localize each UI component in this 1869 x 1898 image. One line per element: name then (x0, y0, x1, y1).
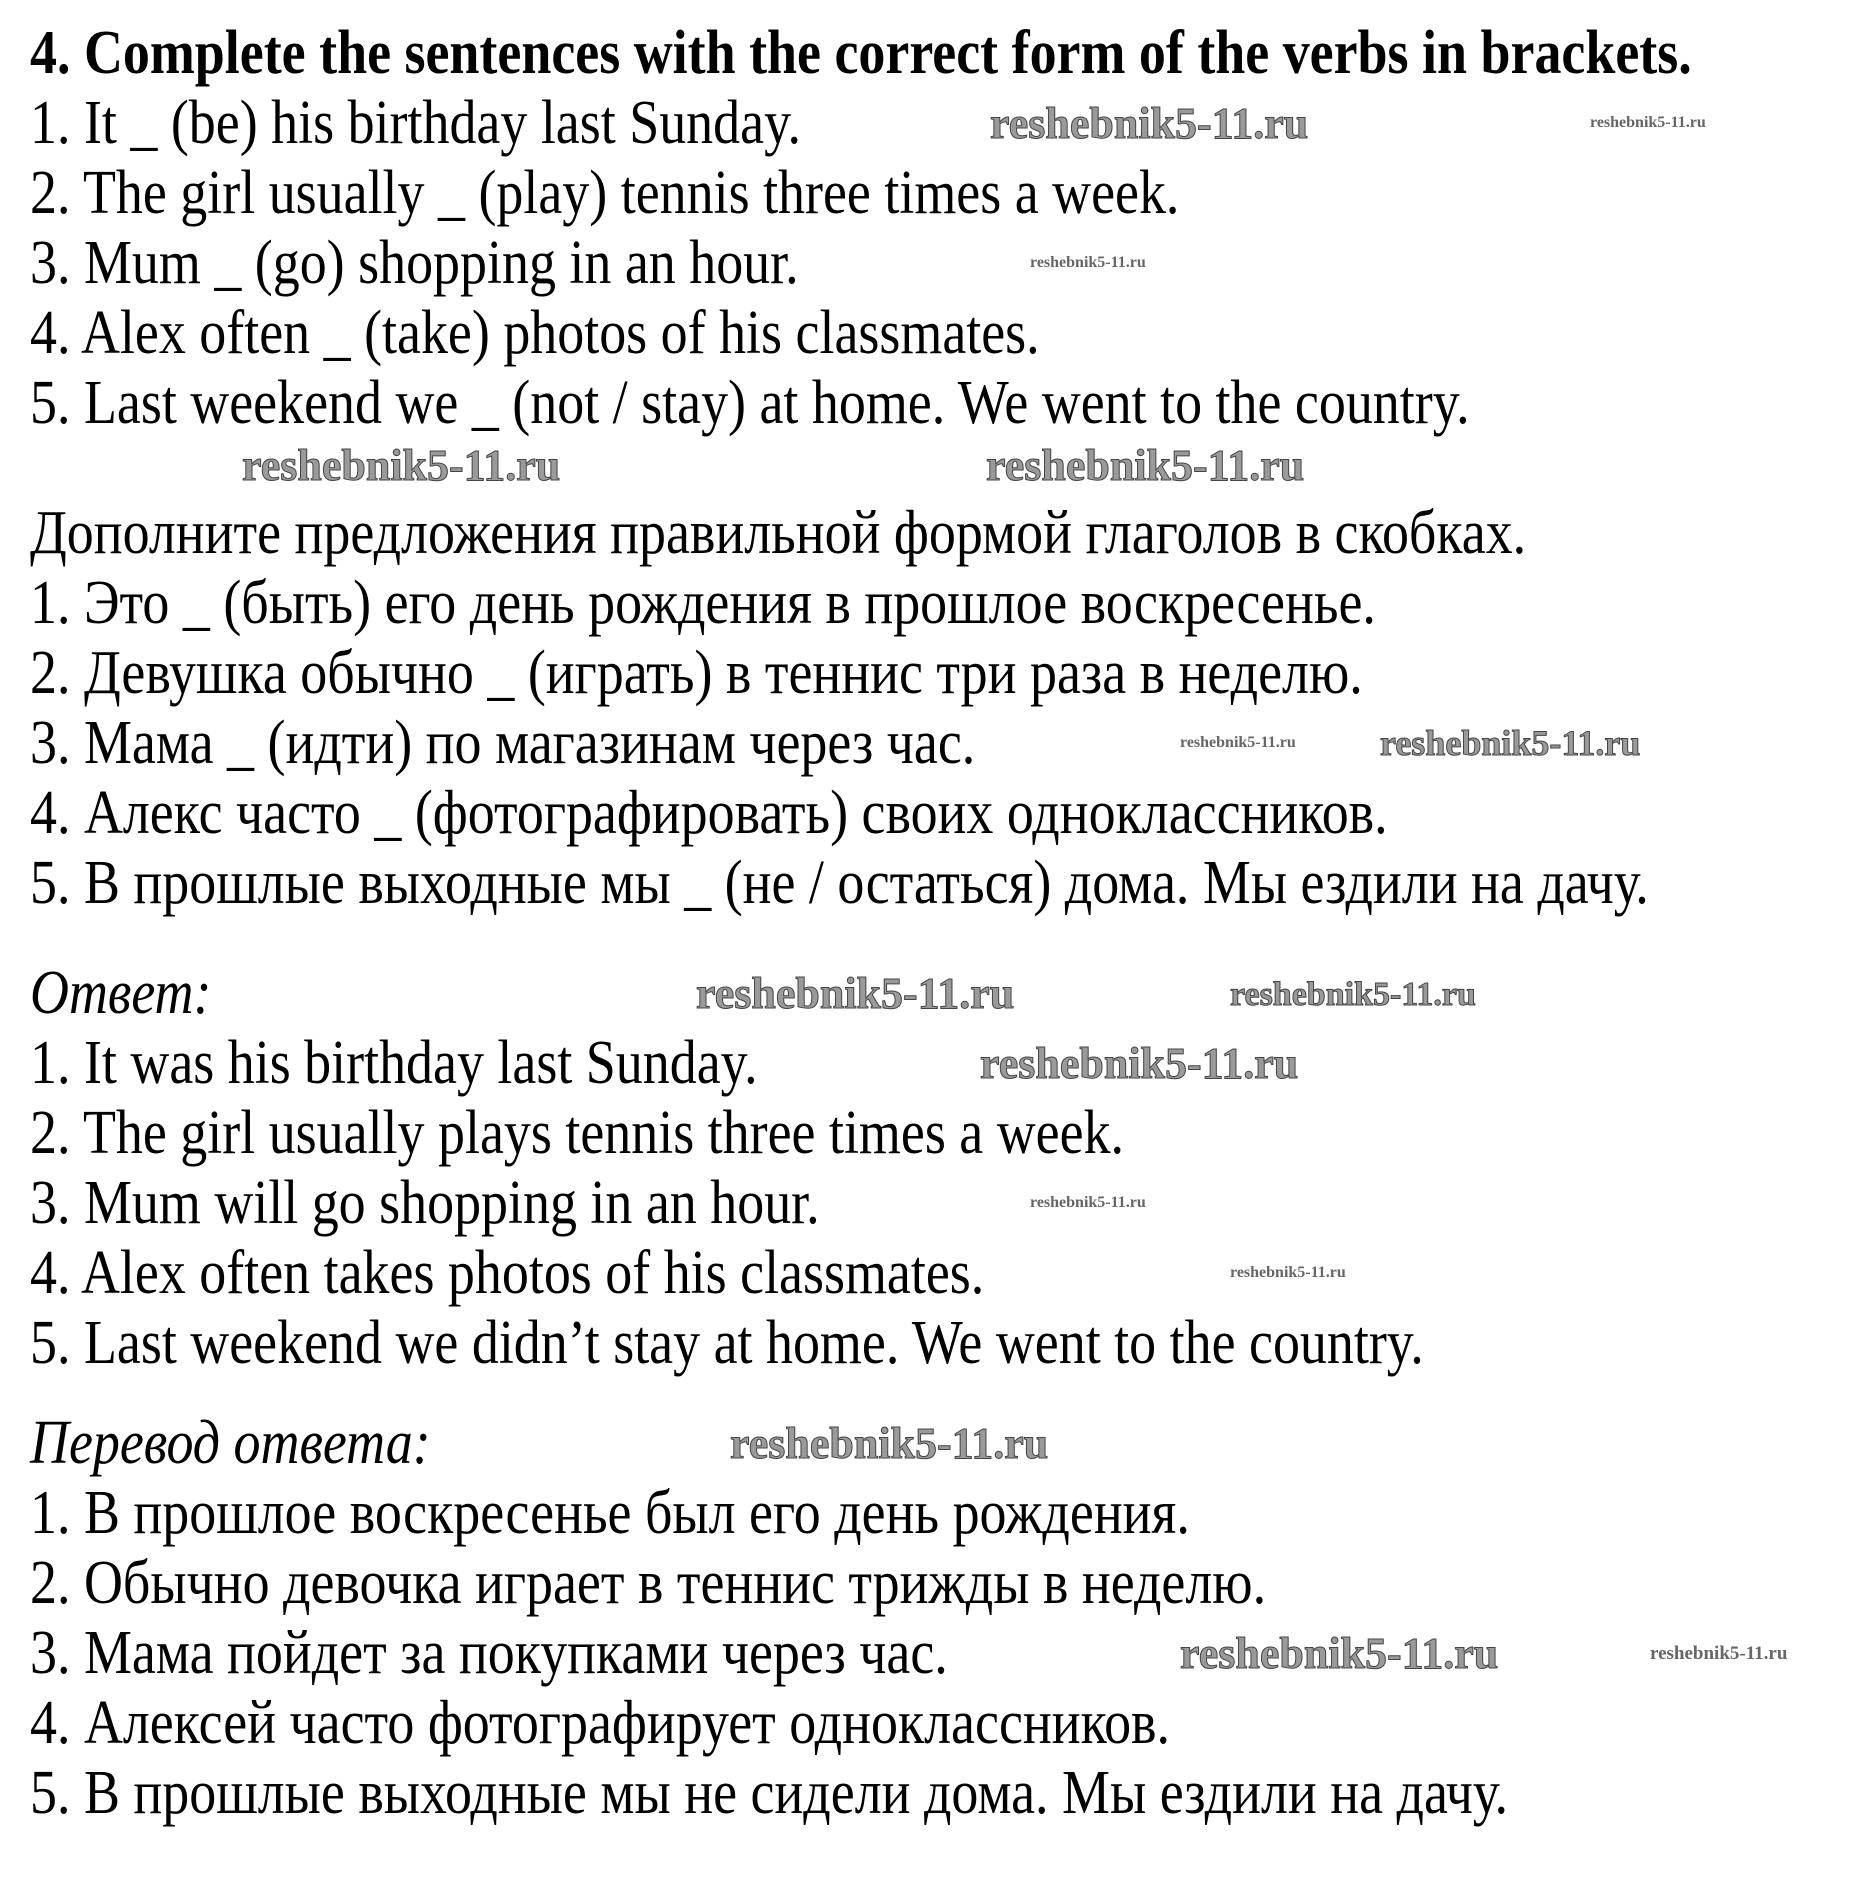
answer-translation-label-row (30, 1408, 1850, 1478)
watermark: reshebnik5-11.ru (1230, 976, 1476, 1013)
task-row (30, 88, 1850, 158)
answer-sentence: 2. The girl usually plays tennis three times a week. (30, 1099, 1125, 1167)
answer-label-row (30, 958, 1850, 1028)
answer-sentence: 5. Last weekend we didn’t stay at home. We went to the country. (30, 1309, 1424, 1377)
watermark: reshebnik5-11.ru (242, 441, 561, 490)
answer-translation-row (30, 1758, 1850, 1828)
watermark: reshebnik5-11.ru (990, 99, 1309, 148)
answer-translation-row (30, 1548, 1850, 1618)
translation-row (30, 778, 1850, 848)
translation-sentence: 3. Мама _ (идти) по магазинам через час. (30, 709, 976, 777)
answer-label: Ответ: (30, 959, 212, 1027)
translation-sentence: 2. Девушка обычно _ (играть) в теннис три раза в неделю. (30, 639, 1363, 707)
task-row (30, 298, 1850, 368)
task-row (30, 228, 1850, 298)
answer-translation-sentence: 5. В прошлые выходные мы не сидели дома. Мы ездили на дачу. (30, 1759, 1508, 1827)
watermark: reshebnik5-11.ru (1030, 1194, 1146, 1211)
answer-translation-row (30, 1478, 1850, 1548)
answer-row (30, 1308, 1850, 1378)
watermark: reshebnik5-11.ru (980, 1039, 1299, 1088)
document-page (30, 18, 1850, 1828)
translation-row (30, 638, 1850, 708)
translation-title: Дополните предложения правильной формой глаголов в скобках. (30, 499, 1527, 567)
answer-translation-sentence: 2. Обычно девочка играет в теннис трижды в неделю. (30, 1549, 1267, 1617)
answer-row (30, 1028, 1850, 1098)
answer-sentence: 4. Alex often takes photos of his classmates. (30, 1239, 985, 1307)
translation-row (30, 568, 1850, 638)
task-sentence: 4. Alex often _ (take) photos of his classmates. (30, 299, 1040, 367)
translation-title-row (30, 498, 1850, 568)
watermark: reshebnik5-11.ru (986, 441, 1305, 490)
answer-row (30, 1098, 1850, 1168)
task-sentence: 2. The girl usually _ (play) tennis three times a week. (30, 159, 1180, 227)
answer-translation-sentence: 1. В прошлое воскресенье был его день рождения. (30, 1479, 1190, 1547)
answer-sentence: 3. Mum will go shopping in an hour. (30, 1169, 820, 1237)
answer-translation-row (30, 1688, 1850, 1758)
translation-sentence: 4. Алекс часто _ (фотографировать) своих одноклассников. (30, 779, 1388, 847)
translation-sentence: 5. В прошлые выходные мы _ (не / остаться) дома. Мы ездили на дачу. (30, 849, 1649, 917)
watermark: reshebnik5-11.ru (1380, 723, 1641, 763)
watermark: reshebnik5-11.ru (730, 1419, 1049, 1468)
task-row (30, 158, 1850, 228)
watermark: reshebnik5-11.ru (1650, 1643, 1788, 1664)
watermark: reshebnik5-11.ru (1030, 254, 1146, 271)
task-title: 4. Complete the sentences with the correct form of the verbs in brackets. (30, 19, 1692, 87)
watermark: reshebnik5-11.ru (1180, 734, 1296, 751)
task-row (30, 368, 1850, 438)
watermark: reshebnik5-11.ru (1230, 1264, 1346, 1281)
watermark: reshebnik5-11.ru (1590, 114, 1706, 131)
answer-translation-label: Перевод ответа: (30, 1409, 431, 1477)
answer-sentence: 1. It was his birthday last Sunday. (30, 1029, 758, 1097)
answer-row (30, 1168, 1850, 1238)
watermark: reshebnik5-11.ru (1180, 1629, 1499, 1678)
watermark-gap (30, 438, 1850, 498)
answer-row (30, 1238, 1850, 1308)
task-sentence: 1. It _ (be) his birthday last Sunday. (30, 89, 802, 157)
task-sentence: 3. Mum _ (go) shopping in an hour. (30, 229, 799, 297)
answer-translation-sentence: 3. Мама пойдет за покупками через час. (30, 1619, 948, 1687)
watermark: reshebnik5-11.ru (696, 969, 1015, 1018)
translation-row (30, 848, 1850, 918)
answer-translation-row (30, 1618, 1850, 1688)
task-title-row (30, 18, 1850, 88)
translation-row (30, 708, 1850, 778)
answer-translation-sentence: 4. Алексей часто фотографирует одноклассников. (30, 1689, 1171, 1757)
translation-sentence: 1. Это _ (быть) его день рождения в прошлое воскресенье. (30, 569, 1376, 637)
task-sentence: 5. Last weekend we _ (not / stay) at home. We went to the country. (30, 369, 1470, 437)
